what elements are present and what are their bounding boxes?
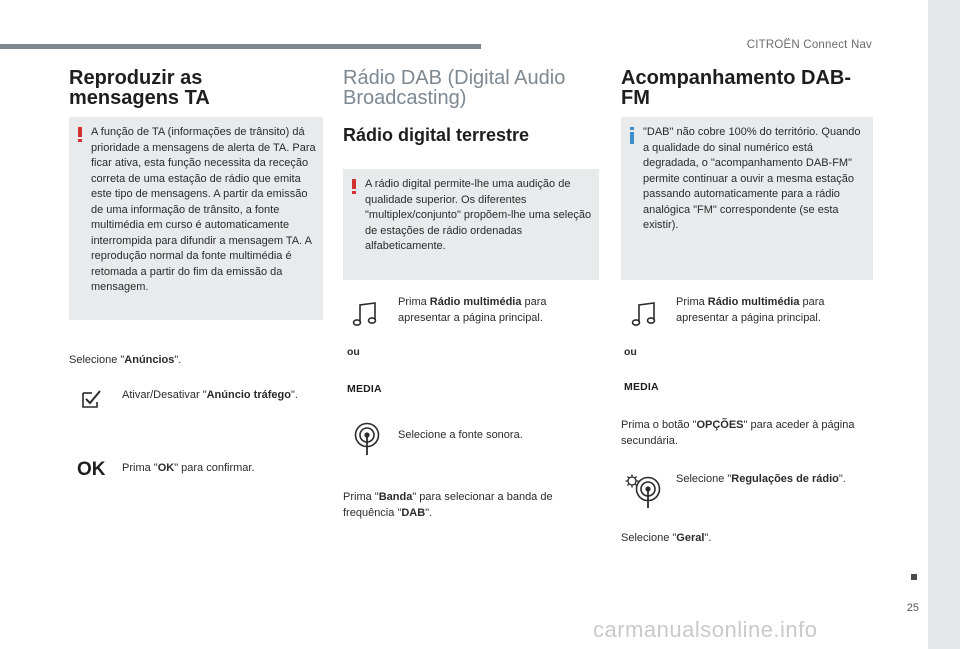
section-title-ta: Reproduzir as mensagens TA <box>69 67 210 109</box>
warning-notice-ta <box>69 117 323 320</box>
notice-text: A rádio digital permite-lhe uma audição de qualidade superior. Os diferentes "multiplex/conjunto" propõem-lhe uma seleção de estações de rádio ordenadas alfabeticamente. <box>365 178 592 252</box>
watermark: carmanualsonline.info <box>593 617 818 642</box>
toggle-traffic-text: Ativar/Desativar "Anúncio tráfego". <box>122 389 298 401</box>
press-multimedia-text: Prima Rádio multimédia para apresentar a página principal. <box>398 296 547 324</box>
page-sidebar <box>928 0 960 649</box>
page-number: 25 <box>906 602 919 614</box>
media-button-label: MEDIA <box>347 383 382 395</box>
ok-button-label: OK <box>77 459 106 480</box>
select-announcements-text: Selecione "Anúncios". <box>69 354 182 366</box>
radio-settings-icon <box>624 473 662 509</box>
radio-signal-icon <box>352 421 382 457</box>
select-radio-settings-text: Selecione "Regulações de rádio". <box>676 473 846 485</box>
press-multimedia-text: Prima Rádio multimédia para apresentar a página principal. <box>676 296 825 324</box>
music-note-icon <box>352 302 378 328</box>
press-band-text: Prima "Banda" para selecionar a banda de frequência "DAB". <box>343 491 553 519</box>
page-marker <box>911 574 917 580</box>
header-bar <box>0 44 481 49</box>
section-title-dab: Rádio DAB (Digital Audio Broadcasting) <box>343 67 566 109</box>
info-notice-dab-fm <box>621 117 873 280</box>
info-icon <box>630 127 634 141</box>
subtitle-terrestrial: Rádio digital terrestre <box>343 125 530 145</box>
brand-label: CITROËN Connect Nav <box>746 39 872 51</box>
confirm-ok-text: Prima "OK" para confirmar. <box>122 462 255 474</box>
select-general-text: Selecione "Geral". <box>621 532 712 544</box>
press-options-text: Prima o botão "OPÇÕES" para aceder à página secundária. <box>621 419 855 447</box>
media-button-label: MEDIA <box>624 381 659 393</box>
or-label: ou <box>624 346 637 358</box>
section-dab-fm <box>621 68 875 108</box>
notice-text: A função de TA (informações de trânsito) dá prioridade a mensagens de alerta de TA. Para ficar ativa, esta função necessita da receção correta de uma estação de rádio que emita este tipo de mensagens. A partir da emissão de uma informação de trânsito, a fonte multimédia em curso é automaticamente interrompida para difundir a mensagem TA. A reprodução normal da fonte multimédia é retomada a partir do fim da emissão da mensagem. <box>91 126 316 293</box>
warning-icon <box>352 179 356 193</box>
notice-text: "DAB" não cobre 100% do território. Quando a qualidade do sinal numérico está degradada, o "acompanhamento DAB-FM" permite continuar a ouvir a mesma estação passando automaticamente para a rádio analógica "FM" correspondente (se esta existir). <box>643 126 861 231</box>
warning-icon <box>78 127 82 141</box>
checkbox-icon <box>81 388 103 410</box>
warning-notice-dab <box>343 169 599 280</box>
select-source-text: Selecione a fonte sonora. <box>398 429 523 441</box>
or-label: ou <box>347 346 360 358</box>
section-ta-messages <box>69 68 323 108</box>
section-dab-radio <box>343 68 599 108</box>
section-title-dab-fm: Acompanhamento DAB-FM <box>621 67 852 109</box>
music-note-icon <box>631 302 657 328</box>
